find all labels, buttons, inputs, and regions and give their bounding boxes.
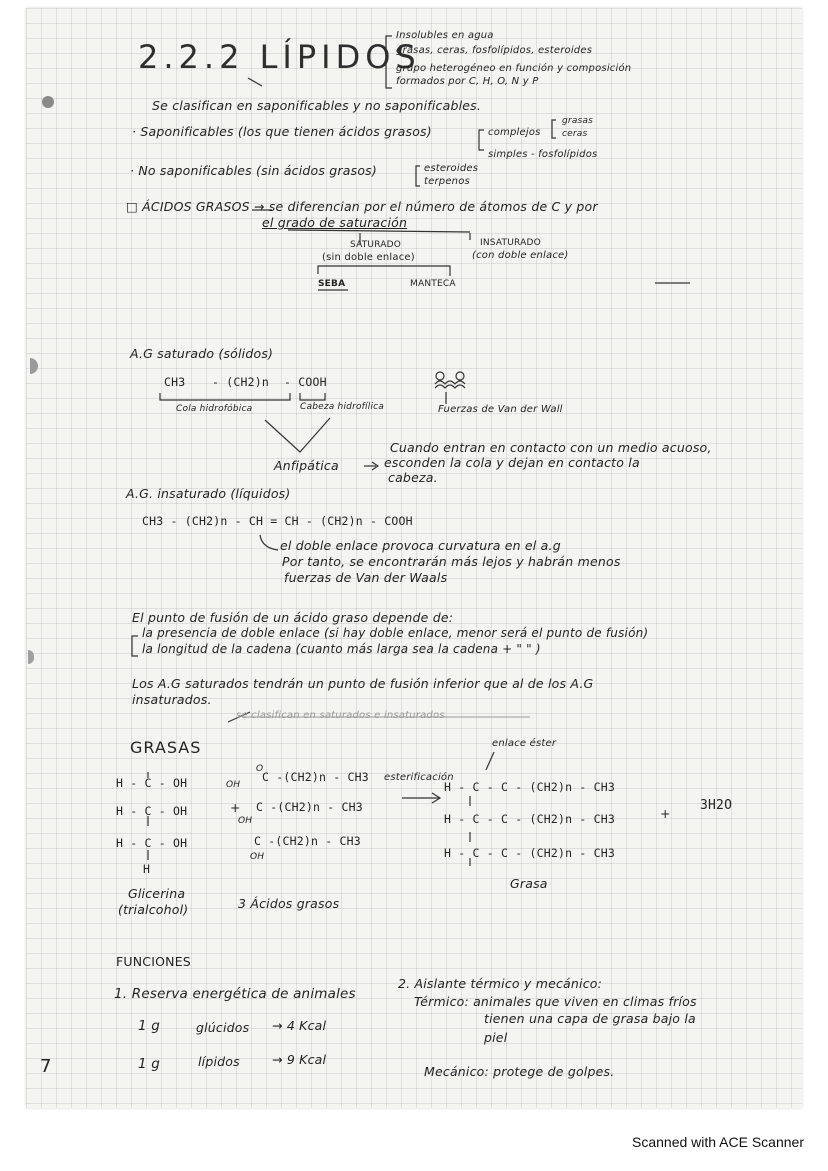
water-label: 3H2O [700, 798, 733, 813]
acid-oh: OH [238, 816, 253, 826]
complejos-label: complejos [488, 127, 541, 138]
f1-what: lípidos [198, 1054, 240, 1069]
ag-insaturado-formula: CH3 - (CH2)n - CH = CH - (CH2)n - COOH [142, 514, 413, 528]
saponificables-line: · Saponificables (los que tienen ácidos grasos) [132, 124, 432, 139]
title-note: Insolubles en agua [396, 30, 494, 41]
glycerin-row: H - C - OH [116, 836, 188, 850]
formula-part: - COOH [284, 375, 327, 389]
ag-insaturado-heading: A.G. insaturado (líquidos) [126, 486, 291, 501]
glycerin-h: H [143, 862, 151, 876]
complejos-item: ceras [562, 129, 588, 139]
funcion-2: 2. Aislante térmico y mecánico: [398, 976, 603, 991]
termico-line: piel [484, 1030, 508, 1045]
product-row: H - C - C - (CH2)n - CH3 [444, 780, 615, 794]
formula-part: - (CH2)n [212, 375, 269, 389]
title-note: grupo heterogéneo en función y composición [396, 63, 632, 74]
termico-line: tienen una capa de grasa bajo la [484, 1011, 696, 1026]
product-row: H - C - C - (CH2)n - CH3 [444, 846, 615, 860]
insaturado-sub: (con doble enlace) [472, 250, 569, 261]
cabeza-label: Cabeza hidrofílica [300, 402, 385, 412]
saturado-sub: (sin doble enlace) [322, 252, 415, 263]
cola-label: Cola hidrofóbica [176, 404, 253, 414]
grasas-heading: GRASAS [130, 738, 202, 757]
no-saponificables-line: · No saponificables (sin ácidos grasos) [130, 163, 377, 178]
insaturado-note: el doble enlace provoca curvatura en el a.g [280, 538, 561, 553]
esterificacion-label: esterificación [384, 772, 454, 783]
f1-value: → 9 Kcal [272, 1052, 327, 1067]
ag-saturado-heading: A.G saturado (sólidos) [130, 346, 274, 361]
acid-row: C -(CH2)n - CH3 [262, 770, 369, 784]
no-sap-item: terpenos [424, 176, 470, 187]
glycerin-label: (trialcohol) [118, 902, 189, 917]
f1-what: glúcidos [196, 1020, 250, 1035]
enlace-ester-label: enlace éster [492, 738, 557, 749]
example-manteca: MANTECA [410, 279, 456, 289]
termico-line: Térmico: animales que viven en climas fríos [414, 994, 697, 1009]
funcion-1: 1. Reserva energética de animales [114, 986, 356, 1002]
acids-label: 3 Ácidos grasos [238, 896, 340, 911]
scanner-footer: Scanned with ACE Scanner [632, 1134, 804, 1150]
no-sap-item: esteroides [424, 163, 479, 174]
van-der-waals-label: Fuerzas de Van der Wall [438, 404, 563, 415]
insaturado-note: fuerzas de Van der Waals [284, 570, 448, 585]
grasa-label: Grasa [510, 876, 548, 891]
punto-fusion-conclusion: insaturados. [132, 692, 212, 707]
insaturado-note: Por tanto, se encontrarán más lejos y habrán menos [282, 554, 621, 569]
glycerin-label: Glicerina [128, 886, 186, 901]
anfipatica-desc: Cuando entran en contacto con un medio acuoso, [390, 440, 712, 455]
acid-oh: OH [226, 780, 241, 790]
anfipatica-label: Anfipática [274, 458, 339, 473]
f1-amount: 1 g [138, 1056, 161, 1072]
classification-intro: Se clasifican en saponificables y no saponificables. [152, 98, 482, 113]
glycerin-row: H - C - OH [116, 804, 188, 818]
punto-fusion-intro: El punto de fusión de un ácido graso depende de: [132, 610, 454, 625]
formula-part: CH3 [164, 375, 186, 389]
page-number: 7 [40, 1056, 52, 1077]
product-row: H - C - C - (CH2)n - CH3 [444, 812, 615, 826]
acid-oh: OH [250, 852, 265, 862]
page-title: 2.2.2 LÍPIDOS [138, 38, 421, 76]
mecanico-line: Mecánico: protege de golpes. [424, 1064, 615, 1079]
punto-fusion-item: la presencia de doble enlace (si hay doble enlace, menor será el punto de fusión) [142, 626, 649, 640]
f1-amount: 1 g [138, 1018, 161, 1034]
insaturado-label: INSATURADO [480, 238, 541, 248]
punto-fusion-conclusion: Los A.G saturados tendrán un punto de fusión inferior que al de los A.G [132, 676, 594, 691]
f1-value: → 4 Kcal [272, 1018, 327, 1033]
anfipatica-desc: esconden la cola y dejan en contacto la [384, 455, 640, 470]
title-note: grasas, ceras, fosfolípidos, esteroides [396, 45, 593, 56]
funciones-heading: FUNCIONES [116, 954, 191, 969]
acidos-grasos-subline: el grado de saturación [262, 215, 408, 230]
acid-row: C -(CH2)n - CH3 [256, 800, 363, 814]
glycerin-row: H - C - OH [116, 776, 188, 790]
example-seba: SEBA [318, 279, 346, 289]
acidos-grasos-heading: □ ÁCIDOS GRASOS → se diferencian por el número de átomos de C y por [126, 199, 598, 214]
simples-label: simples - fosfolípidos [488, 149, 598, 160]
acid-o: O [256, 764, 264, 774]
crossed-out-text: se clasifican en saturados e insaturados [236, 710, 445, 721]
product-plus: + [660, 806, 671, 821]
anfipatica-desc: cabeza. [388, 470, 438, 485]
saturado-label: SATURADO [350, 240, 402, 250]
punto-fusion-item: la longitud de la cadena (cuanto más larga sea la cadena + " " ) [142, 642, 541, 656]
title-note: formados por C, H, O, N y P [396, 76, 539, 87]
plus-sign: + [230, 800, 241, 815]
acid-row: C -(CH2)n - CH3 [254, 834, 361, 848]
complejos-item: grasas [562, 116, 594, 126]
